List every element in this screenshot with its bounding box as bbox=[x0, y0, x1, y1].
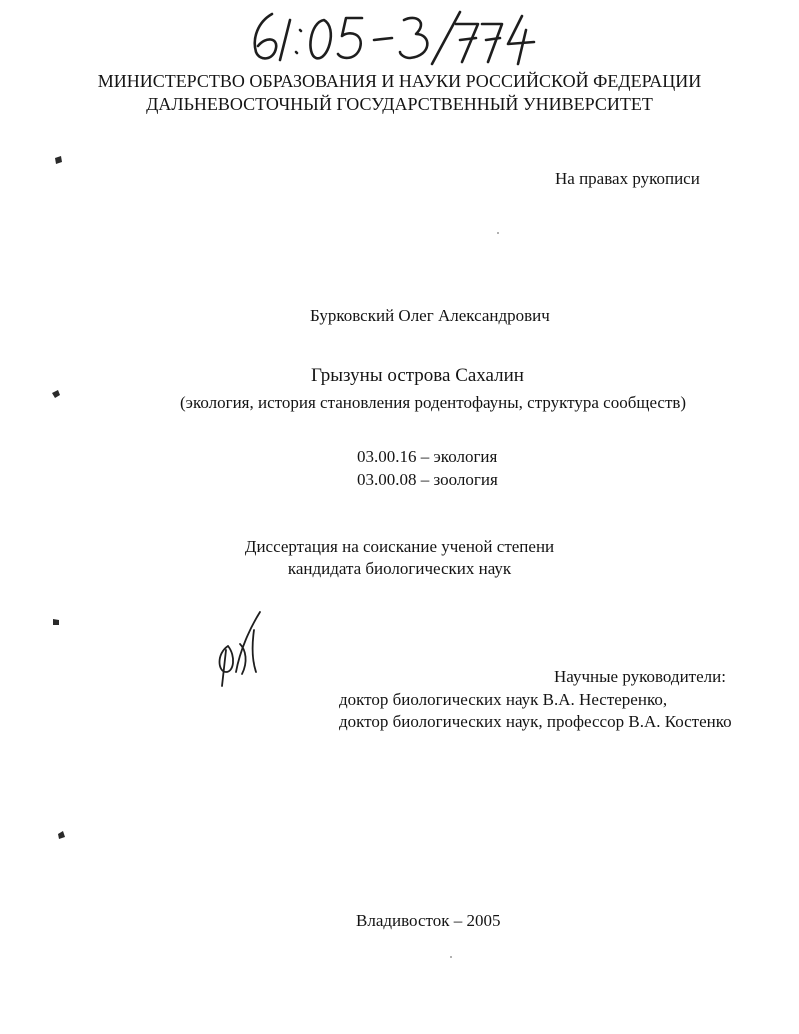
specialty-code-zoology: 03.00.08 – зоология bbox=[357, 470, 498, 489]
dissertation-title: Грызуны острова Сахалин bbox=[311, 365, 524, 386]
specialty-code-ecology: 03.00.16 – экология bbox=[357, 447, 498, 466]
binding-hole-mark bbox=[51, 389, 61, 399]
binding-hole-mark bbox=[51, 617, 61, 627]
university-heading: ДАЛЬНЕВОСТОЧНЫЙ ГОСУДАРСТВЕННЫЙ УНИВЕРСИТЕТ bbox=[146, 94, 653, 114]
supervisor-1: доктор биологических наук В.А. Нестеренко, bbox=[339, 690, 668, 709]
supervisors-heading: Научные руководители: bbox=[554, 667, 726, 686]
scan-speck bbox=[497, 232, 499, 234]
binding-hole-mark bbox=[53, 155, 63, 165]
manuscript-note: На правах рукописи bbox=[555, 169, 700, 188]
degree-line-2: кандидата биологических наук bbox=[287, 559, 512, 578]
binding-hole-mark bbox=[56, 830, 66, 840]
ministry-heading: МИНИСТЕРСТВО ОБРАЗОВАНИЯ И НАУКИ РОССИЙСКОЙ ФЕДЕРАЦИИ bbox=[97, 71, 702, 91]
supervisor-2: доктор биологических наук, профессор В.А. Костенко bbox=[339, 712, 732, 731]
handwritten-archive-number bbox=[246, 8, 536, 66]
dissertation-subtitle: (экология, история становления родентофауны, структура сообществ) bbox=[180, 393, 687, 412]
degree-line-1: Диссертация на соискание ученой степени bbox=[244, 537, 555, 556]
author-name: Бурковский Олег Александрович bbox=[310, 306, 550, 325]
signature-mark bbox=[214, 610, 266, 690]
scan-speck bbox=[450, 956, 452, 958]
place-and-year: Владивосток – 2005 bbox=[356, 911, 501, 930]
